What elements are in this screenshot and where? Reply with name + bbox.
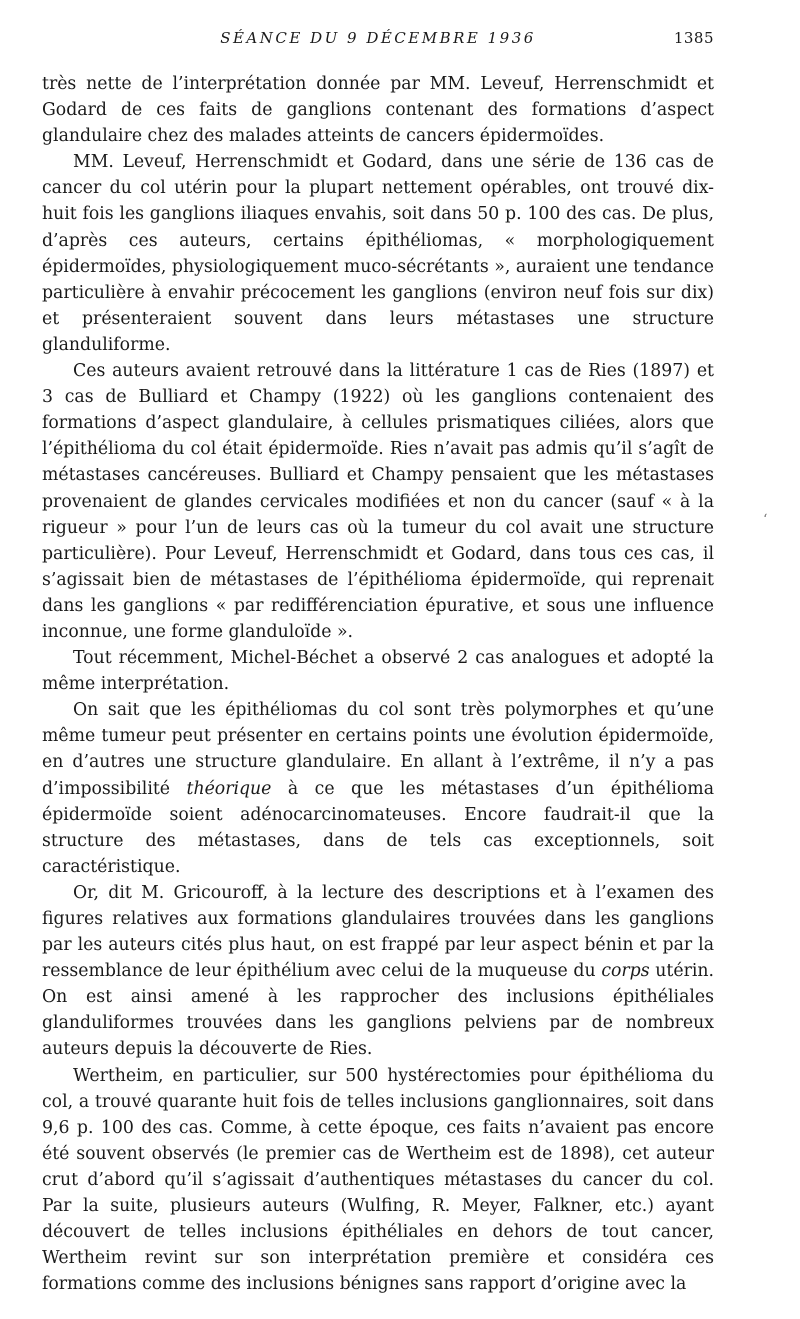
running-title: SÉANCE DU 9 DÉCEMBRE 1936 xyxy=(220,29,536,47)
body-text xyxy=(42,71,714,1297)
paragraph-6: Or, dit M. Gricouroff, à la lecture des descriptions et à l’examen des figures relatives aux formations glandulaires trouvées dans les ganglions par les auteurs cités plus haut, on est frappé par leur aspect bénin et par la ressemblance de leur épithélium avec celui de la muqueuse du corps utérin. On est ainsi amené à les rapprocher des inclusions épithéliales glanduliformes trouvées dans les ganglions pelviens par de nombreux auteurs depuis la découverte de Ries. xyxy=(42,882,714,1060)
paragraph-1: très nette de l’interprétation donnée par MM. Leveuf, Herrenschmidt et Godard de ces faits de ganglions contenant des formations d’aspect glandulaire chez des malades atteints de cancers épidermoïdes. xyxy=(42,74,714,147)
paragraph-4: Tout récemment, Michel-Béchet a observé 2 cas analogues et adopté la même interprétation. xyxy=(42,648,714,695)
paragraph-2: MM. Leveuf, Herrenschmidt et Godard, dans une série de 136 cas de cancer du col utérin pour la plupart nettement opérables, ont trouvé dix-huit fois les ganglions iliaques envahis, soit dans 50 p. 100 des cas. De plus, d’après ces auteurs, certains épithéliomas, « morphologiquement épidermoïdes, physiologiquement muco-sécrétants », auraient une tendance particulière à envahir précocement les ganglions (environ neuf fois sur dix) et présenteraient souvent dans leurs métastases une structure glanduliforme. xyxy=(42,152,714,355)
paragraph-5: On sait que les épithéliomas du col sont très polymorphes et qu’une même tumeur peut présenter en certains points une évolution épidermoïde, en d’autres une structure glandulaire. En allant à l’extrême, il n’y a pas d’impossibilité théorique à ce que les métastases d’un épithélioma épidermoïde soient adénocarcinomateuses. Encore faudrait-il que la structure des métastases, dans de tels cas exceptionnels, soit caractéristique. xyxy=(42,700,714,877)
page-number: 1385 xyxy=(673,29,714,47)
paragraph-7: Wertheim, en particulier, sur 500 hystérectomies pour épithélioma du col, a trouvé quarante huit fois de telles inclusions ganglionnaires, soit dans 9,6 p. 100 des cas. Comme, à cette époque, ces faits n’avaient pas encore été souvent observés (le premier cas de Wertheim est de 1898), cet auteur crut d’abord qu’il s’agissait d’authentiques métastases du cancer du col. Par la suite, plusieurs auteurs (Wulfing, R. Meyer, Falkner, etc.) ayant découvert de telles inclusions épithéliales en dehors de tout cancer, Wertheim revint sur son interprétation première et considéra ces formations comme des inclusions bénignes sans rapport d’origine avec la xyxy=(42,1065,714,1295)
italic-term: corps xyxy=(601,961,650,982)
margin-speck: ‘ xyxy=(763,512,768,528)
italic-term: théorique xyxy=(186,778,272,799)
running-head xyxy=(42,29,714,53)
paragraph-3: Ces auteurs avaient retrouvé dans la littérature 1 cas de Ries (1897) et 3 cas de Bulliard et Champy (1922) où les ganglions contenaient des formations d’aspect glandulaire, à cellules prismatiques ciliées, alors que l’épithélioma du col était épidermoïde. Ries n’avait pas admis qu’il s’agît de métastases cancéreuses. Bulliard et Champy pensaient que les métastases provenaient de glandes cervicales modifiées et non du cancer (sauf « à la rigueur » pour l’un de leurs cas où la tumeur du col avait une structure particulière). Pour Leveuf, Herrenschmidt et Godard, dans tous ces cas, il s’agissait bien de métastases de l’épithélioma épidermoïde, qui reprenait dans les ganglions « par redifférenciation épurative, et sous une influence inconnue, une forme glanduloïde ». xyxy=(42,361,714,642)
